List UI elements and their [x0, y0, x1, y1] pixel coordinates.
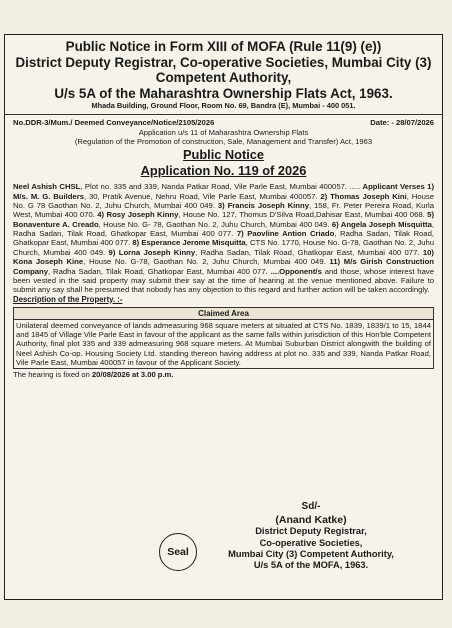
notice-body: [13, 182, 434, 294]
signature-block: [201, 501, 421, 571]
claimed-area-title: Claimed Area: [14, 308, 433, 320]
divider: [5, 114, 442, 115]
claimed-area-box: [13, 307, 434, 370]
office-address: Mhada Building, Ground Floor, Room No. 69, Bandra (E), Mumbai - 400 051.: [91, 101, 356, 110]
body-bold: 5) Bonaventure A. Creado: [13, 210, 435, 229]
signatory-title-4: U/s 5A of the MOFA, 1963.: [253, 560, 369, 571]
body-bold: 10) Kona Joseph Kine: [13, 247, 434, 267]
act-line: U/s 5A of the Maharashtra Ownership Flats Act, 1963.: [54, 85, 393, 101]
body-bold: 7) Paovline Antion Criado: [236, 229, 335, 239]
signatory-title-3: Mumbai City (3) Competent Authority,: [228, 548, 394, 559]
description-heading: Description of the Property. :-: [13, 294, 123, 304]
claimed-area-text: Unilateral deemed conveyance of lands admeasuring 968 square meters at situated at CTS No. 1839, 1839/1 to 15, 1844 and 1845 of Village Vile Parle East in favour of the applicant as the same falls within jurisdiction of this Hon'ble Competent Authority, final plot 335 and 339 admeasuring 968 square meters. At Mumbai Suburban District alongwith the building of Neel Ashish Co-op. Housing Society Ltd. standing thereon having address at plot no. 335 and 339, Nanda Patkar Road, Vile Parle East, Mumbai 400057 in favour of the Applicant Society.: [16, 320, 431, 367]
applicant-name: Neel Ashish CHSL: [13, 182, 81, 192]
body-text: , House No. G- 78, Gaothan No. 2, Juhu Church, Mumbai 400 049.: [98, 219, 332, 229]
notice-form-title: Public Notice in Form XIII of MOFA (Rule 11(9) (e)): [65, 39, 382, 54]
signatory-title-2: Co-operative Societies,: [259, 537, 363, 548]
body-bold: Applicant Verses 1) M/s. M. G. Builders: [13, 182, 435, 201]
signatory-title-1: District Deputy Registrar,: [255, 526, 367, 537]
notice-date: Date: - 28/07/2026: [370, 118, 434, 127]
application-under: Application u/s 11 of Maharashtra Ownership Flats: [138, 128, 309, 137]
body-bold: 2) Thomas Joseph Kini: [320, 191, 407, 201]
competent-authority-line: Competent Authority,: [155, 70, 292, 85]
body-text: , Radha Sadan, Tilak Road, Ghatkopar East, Mumbai 400 077.: [13, 219, 434, 239]
body-bold: 4) Rosy Joseph Kinny: [97, 210, 179, 220]
body-text: , Radha Sadan, Tilak Road, Ghatkopar East, Mumbai 400 077.: [13, 229, 434, 248]
body-bold: 9) Lorna Joseph Kinny: [108, 247, 196, 257]
body-bold: ....Opponent/s: [270, 266, 322, 276]
public-notice: [4, 34, 443, 600]
body-bold: 8) Esperance Jerome Misquitta: [132, 238, 246, 248]
signed-mark: Sd/-: [301, 501, 321, 512]
hearing-line: [13, 370, 434, 380]
body-text: , House No. G-78, Gaothan No. 2, Juhu Church, Mumbai 400 049.: [83, 257, 330, 267]
body-bold: 6) Angela Joseph Misquitta: [331, 219, 432, 229]
public-notice-heading: Public Notice: [182, 147, 265, 163]
hearing-prefix: The hearing is fixed on: [13, 370, 92, 380]
body-text: , Radha Sadan, Tilak Road, Ghatkopar East, Mumbai 400 077.: [48, 266, 271, 276]
reference-line: [13, 118, 434, 128]
body-text: and those, whose interest have been vested in the said property may submit their say at the time of hearing at the venue mentioned above. Failure to submit any say shall he presumed that nobody has any objection to this regard and further action will be taken accordingly.: [13, 266, 434, 295]
seal-stamp: Seal: [159, 533, 197, 571]
body-text: , 158, Fr. Peter Pereira Road, Kurla West, Mumbai 400 070.: [13, 201, 434, 220]
body-text: , 30, Pratik Avenue, Nehru Road, Vile Parle East, Mumbai 400057.: [83, 191, 321, 201]
reference-number: No.DDR-3/Mum./ Deemed Conveyance/Notice/2105/2026: [13, 118, 215, 127]
signatory-name: (Anand Katke): [275, 514, 347, 527]
regulation-line: (Regulation of the Promotion of construction, Sale, Management and Transfer) Act, 1963: [74, 137, 373, 147]
hearing-datetime: 20/08/2026 at 3.00 p.m.: [91, 370, 174, 380]
body-text: , House No. G 78 Gaothan No. 2, Juhu Church, Mumbai 400 049.: [13, 191, 434, 211]
body-text: , CTS No. 1770, House No. G-78, Gaothan No. 2, Juhu Church, Mumbai 400 049.: [13, 238, 434, 257]
application-number: Application No. 119 of 2026: [140, 163, 307, 179]
body-text: , Radha Sadan, Tilak Road, Ghatkopar East, Mumbai 400 077.: [195, 247, 423, 257]
body-text: , Plot no. 335 and 339, Nanda Patkar Road, Vile Parle East, Mumbai 400057. .....: [80, 182, 363, 192]
body-bold: 3) Francis Joseph Kinny: [217, 201, 309, 211]
authority-line: District Deputy Registrar, Co-operative Societies, Mumbai City (3): [15, 54, 432, 70]
body-text: , House No. 127, Thomus D'Silva Road,Dahisar East, Mumbai 400 068.: [178, 210, 428, 220]
body-bold: 11) M/s Girish Construction Company: [13, 257, 434, 276]
